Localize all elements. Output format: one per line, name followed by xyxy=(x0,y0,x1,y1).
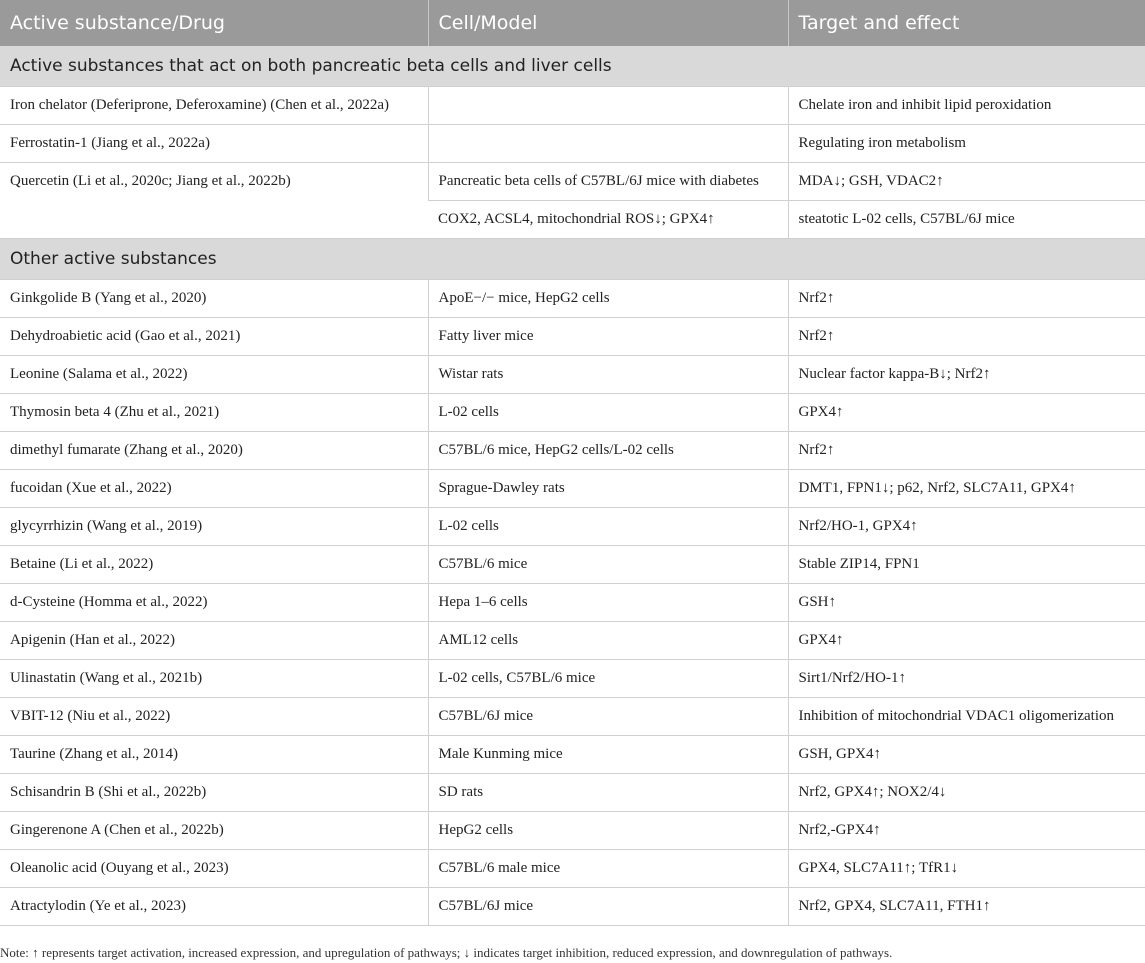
table-row xyxy=(0,622,1145,660)
drug-cell: Gingerenone A (Chen et al., 2022b) xyxy=(0,812,428,850)
model-cell: C57BL/6 mice xyxy=(428,546,788,584)
drug-cell: Quercetin (Li et al., 2020c; Jiang et al., 2022b) xyxy=(0,163,428,239)
model-cell: AML12 cells xyxy=(428,622,788,660)
effect-cell: Regulating iron metabolism xyxy=(788,125,1145,163)
table-row xyxy=(0,888,1145,926)
drug-cell: Atractylodin (Ye et al., 2023) xyxy=(0,888,428,926)
model-cell: L-02 cells xyxy=(428,394,788,432)
table-row xyxy=(0,356,1145,394)
effect-cell: Nrf2/HO-1, GPX4↑ xyxy=(788,508,1145,546)
effect-cell: Nrf2↑ xyxy=(788,280,1145,318)
table-row xyxy=(0,546,1145,584)
table-row xyxy=(0,318,1145,356)
effect-cell: Chelate iron and inhibit lipid peroxidation xyxy=(788,87,1145,125)
table-row xyxy=(0,850,1145,888)
table-row xyxy=(0,280,1145,318)
model-cell: COX2, ACSL4, mitochondrial ROS↓; GPX4↑ xyxy=(428,201,788,239)
section-1-title: Active substances that act on both pancreatic beta cells and liver cells xyxy=(0,46,1145,87)
effect-cell: Nrf2,-GPX4↑ xyxy=(788,812,1145,850)
effect-cell: steatotic L-02 cells, C57BL/6J mice xyxy=(788,201,1145,239)
drug-cell: Iron chelator (Deferiprone, Deferoxamine) (Chen et al., 2022a) xyxy=(0,87,428,125)
effect-cell: Stable ZIP14, FPN1 xyxy=(788,546,1145,584)
drug-cell: VBIT-12 (Niu et al., 2022) xyxy=(0,698,428,736)
effect-cell: Inhibition of mitochondrial VDAC1 oligomerization xyxy=(788,698,1145,736)
drug-cell: glycyrrhizin (Wang et al., 2019) xyxy=(0,508,428,546)
effect-cell: GPX4, SLC7A11↑; TfR1↓ xyxy=(788,850,1145,888)
model-cell: HepG2 cells xyxy=(428,812,788,850)
model-cell: L-02 cells xyxy=(428,508,788,546)
table-row xyxy=(0,394,1145,432)
model-cell: Wistar rats xyxy=(428,356,788,394)
effect-cell: Nrf2↑ xyxy=(788,432,1145,470)
section-header-row xyxy=(0,46,1145,87)
drug-cell: Ulinastatin (Wang et al., 2021b) xyxy=(0,660,428,698)
drug-cell: Oleanolic acid (Ouyang et al., 2023) xyxy=(0,850,428,888)
drug-cell: Thymosin beta 4 (Zhu et al., 2021) xyxy=(0,394,428,432)
drug-cell: Betaine (Li et al., 2022) xyxy=(0,546,428,584)
drug-cell: Ginkgolide B (Yang et al., 2020) xyxy=(0,280,428,318)
model-cell: Fatty liver mice xyxy=(428,318,788,356)
drug-cell: d-Cysteine (Homma et al., 2022) xyxy=(0,584,428,622)
model-cell xyxy=(428,125,788,163)
effect-cell: Nrf2, GPX4, SLC7A11, FTH1↑ xyxy=(788,888,1145,926)
table-row xyxy=(0,736,1145,774)
table-row xyxy=(0,774,1145,812)
model-cell: C57BL/6 mice, HepG2 cells/L-02 cells xyxy=(428,432,788,470)
model-cell: Hepa 1–6 cells xyxy=(428,584,788,622)
table-row xyxy=(0,508,1145,546)
table-row xyxy=(0,432,1145,470)
model-cell: Pancreatic beta cells of C57BL/6J mice with diabetes xyxy=(428,163,788,201)
model-cell: C57BL/6J mice xyxy=(428,888,788,926)
drug-cell: Schisandrin B (Shi et al., 2022b) xyxy=(0,774,428,812)
drug-cell: Ferrostatin-1 (Jiang et al., 2022a) xyxy=(0,125,428,163)
table-row xyxy=(0,470,1145,508)
drug-cell: fucoidan (Xue et al., 2022) xyxy=(0,470,428,508)
model-cell: C57BL/6 male mice xyxy=(428,850,788,888)
effect-cell: GSH, GPX4↑ xyxy=(788,736,1145,774)
table-row xyxy=(0,812,1145,850)
model-cell: SD rats xyxy=(428,774,788,812)
effect-cell: GPX4↑ xyxy=(788,622,1145,660)
header-drug: Active substance/Drug xyxy=(0,0,428,46)
model-cell xyxy=(428,87,788,125)
model-cell: C57BL/6J mice xyxy=(428,698,788,736)
section-2-body xyxy=(0,280,1145,926)
model-cell: Sprague-Dawley rats xyxy=(428,470,788,508)
drug-cell: Leonine (Salama et al., 2022) xyxy=(0,356,428,394)
table-note: Note: ↑ represents target activation, increased expression, and upregulation of pathways; ↓ indicates target inhibition, reduced expression, and downregulation of pathways. xyxy=(0,945,893,960)
table-row xyxy=(0,125,1145,163)
effect-cell: GPX4↑ xyxy=(788,394,1145,432)
table-row xyxy=(0,584,1145,622)
header-effect: Target and effect xyxy=(788,0,1145,46)
header-model: Cell/Model xyxy=(428,0,788,46)
drug-cell: Taurine (Zhang et al., 2014) xyxy=(0,736,428,774)
table-header-row xyxy=(0,0,1145,46)
effect-cell: MDA↓; GSH, VDAC2↑ xyxy=(788,163,1145,201)
model-cell: L-02 cells, C57BL/6 mice xyxy=(428,660,788,698)
section-header-row xyxy=(0,239,1145,280)
model-cell: ApoE−/− mice, HepG2 cells xyxy=(428,280,788,318)
effect-cell: GSH↑ xyxy=(788,584,1145,622)
effect-cell: Nuclear factor kappa-B↓; Nrf2↑ xyxy=(788,356,1145,394)
table-row xyxy=(0,660,1145,698)
table-row xyxy=(0,698,1145,736)
model-cell: Male Kunming mice xyxy=(428,736,788,774)
effect-cell: DMT1, FPN1↓; p62, Nrf2, SLC7A11, GPX4↑ xyxy=(788,470,1145,508)
effect-cell: Sirt1/Nrf2/HO-1↑ xyxy=(788,660,1145,698)
drug-cell: Apigenin (Han et al., 2022) xyxy=(0,622,428,660)
effect-cell: Nrf2, GPX4↑; NOX2/4↓ xyxy=(788,774,1145,812)
drug-cell: dimethyl fumarate (Zhang et al., 2020) xyxy=(0,432,428,470)
section-2-title: Other active substances xyxy=(0,239,1145,280)
table-row xyxy=(0,87,1145,125)
drug-cell: Dehydroabietic acid (Gao et al., 2021) xyxy=(0,318,428,356)
effect-cell: Nrf2↑ xyxy=(788,318,1145,356)
table-row xyxy=(0,163,1145,201)
